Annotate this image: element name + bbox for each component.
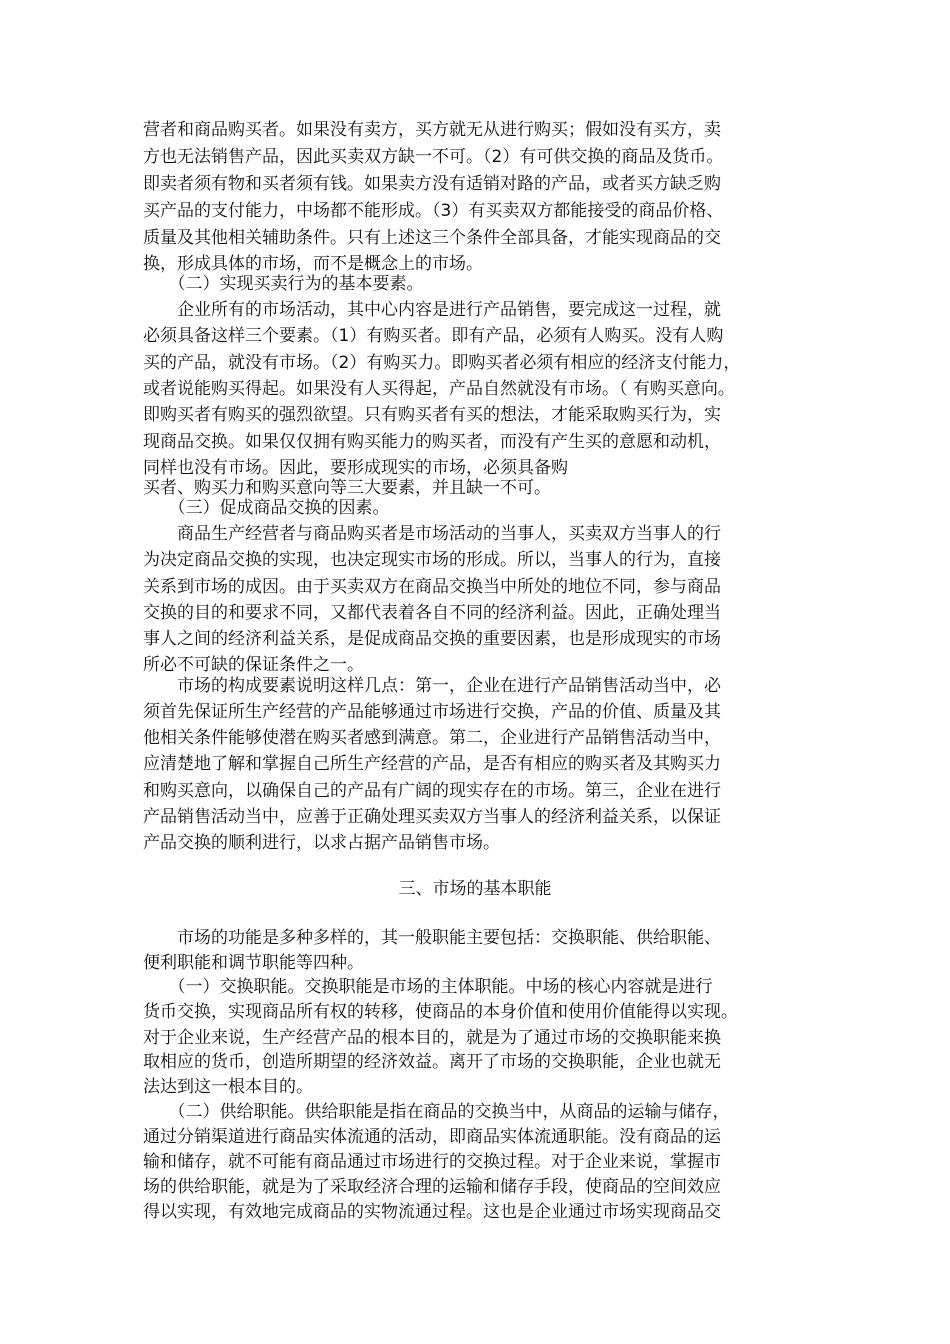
paragraph-line: 须首先保证所生产经营的产品能够通过市场进行交换，产品的价值、质量及其 bbox=[143, 702, 721, 722]
paragraph-line: 便利职能和调节职能等四种。 bbox=[143, 953, 364, 973]
paragraph-line: 产品交换的顺利进行，以求占据产品销售市场。 bbox=[143, 833, 500, 853]
paragraph-line: 买的产品，就没有市场。（2）有购买力。即购买者必须有相应的经济支付能力， bbox=[143, 353, 741, 373]
paragraph-line: 关系到市场的成因。由于买卖双方在商品交换当中所处的地位不同，参与商品 bbox=[143, 577, 721, 597]
paragraph-line: 他相关条件能够使潜在购买者感到满意。第二，企业进行产品销售活动当中， bbox=[143, 728, 721, 748]
paragraph-line: 企业所有的市场活动，其中心内容是进行产品销售，要完成这一过程，就 bbox=[143, 300, 721, 320]
paragraph-line: 事人之间的经济利益关系，是促成商品交换的重要因素，也是形成现实的市场 bbox=[143, 629, 721, 649]
paragraph-line: 交换的目的和要求不同，又都代表着各自不同的经济利益。因此，正确处理当 bbox=[143, 603, 721, 623]
paragraph-line: 买者、购买力和购买意向等三大要素，并且缺一不可。 bbox=[143, 478, 551, 498]
paragraph-line: 对于企业来说，生产经营产品的根本目的，就是为了通过市场的交换职能来换 bbox=[143, 1028, 721, 1048]
paragraph-line: 产品销售活动当中，应善于正确处理买卖双方当事人的经济利益关系，以保证 bbox=[143, 807, 721, 827]
paragraph-line: 即购买者有购买的强烈欲望。只有购买者有买的想法，才能采取购买行为，实 bbox=[143, 405, 721, 425]
paragraph-line: 商品生产经营者与商品购买者是市场活动的当事人，买卖双方当事人的行 bbox=[143, 524, 721, 544]
paragraph-line: 法达到这一根本目的。 bbox=[143, 1077, 313, 1097]
paragraph-line: （二）供给职能。供给职能是指在商品的交换当中，从商品的运输与储存， bbox=[143, 1102, 730, 1122]
paragraph-line: 方也无法销售产品，因此买卖双方缺一不可。（2）有可供交换的商品及货币。 bbox=[143, 147, 724, 167]
paragraph-line: 和购买意向，以确保自己的产品有广阔的现实存在的市场。第三，企业在进行 bbox=[143, 781, 721, 801]
paragraph-line: 应清楚地了解和掌握自己所生产经营的产品，是否有相应的购买者及其购买力 bbox=[143, 754, 721, 774]
paragraph-line: 输和储存，就不可能有商品通过市场进行的交换过程。对于企业来说，掌握市 bbox=[143, 1152, 721, 1172]
paragraph-line: 或者说能购买得起。如果没有人买得起，产品自然就没有市场。（ 有购买意向。 bbox=[143, 379, 735, 399]
paragraph-line: 必须具备这样三个要素。（1）有购买者。即有产品，必须有人购买。没有人购 bbox=[143, 326, 724, 346]
paragraph-line: 买产品的支付能力，中场都不能形成。（3）有买卖双方都能接受的商品价格、 bbox=[143, 201, 724, 221]
paragraph-line: 质量及其他相关辅助条件。只有上述这三个条件全部具备，才能实现商品的交 bbox=[143, 228, 721, 248]
paragraph-line: 同样也没有市场。因此，要形成现实的市场，必须具备购 bbox=[143, 458, 568, 478]
paragraph-line: 货币交换，实现商品所有权的转移，使商品的本身价值和使用价值能得以实现。 bbox=[143, 1002, 738, 1022]
paragraph-line: 为决定商品交换的实现，也决定现实市场的形成。所以，当事人的行为，直接 bbox=[143, 550, 721, 570]
paragraph-line: 通过分销渠道进行商品实体流通的活动，即商品实体流通职能。没有商品的运 bbox=[143, 1127, 721, 1147]
paragraph-line: 市场的构成要素说明这样几点：第一，企业在进行产品销售活动当中，必 bbox=[143, 676, 721, 696]
paragraph-line: 场的供给职能，就是为了采取经济合理的运输和储存手段，使商品的空间效应 bbox=[143, 1177, 721, 1197]
section-heading: 三、市场的基本职能 bbox=[398, 879, 552, 899]
paragraph-line: 现商品交换。如果仅仅拥有购买能力的购买者，而没有产生买的意愿和动机， bbox=[143, 432, 721, 452]
paragraph-line: 换，形成具体的市场，而不是概念上的市场。 bbox=[143, 254, 483, 274]
paragraph-line: 即卖者须有物和买者须有钱。如果卖方没有适销对路的产品，或者买方缺乏购 bbox=[143, 174, 721, 194]
subheading-line: （二）实现买卖行为的基本要素。 bbox=[143, 274, 424, 294]
paragraph-line: 取相应的货币，创造所期望的经济效益。离开了市场的交换职能，企业也就无 bbox=[143, 1052, 721, 1072]
paragraph-line: 市场的功能是多种多样的，其一般职能主要包括：交换职能、供给职能、 bbox=[143, 928, 721, 948]
subheading-line: （三）促成商品交换的因素。 bbox=[143, 498, 390, 518]
paragraph-line: 得以实现，有效地完成商品的实物流通过程。这也是企业通过市场实现商品交 bbox=[143, 1202, 721, 1222]
paragraph-line: 营者和商品购买者。如果没有卖方，买方就无从进行购买；假如没有买方，卖 bbox=[143, 120, 721, 140]
paragraph-line: 所必不可缺的保证条件之一。 bbox=[143, 655, 364, 675]
paragraph-line: （一）交换职能。交换职能是市场的主体职能。中场的核心内容就是进行 bbox=[143, 977, 713, 997]
